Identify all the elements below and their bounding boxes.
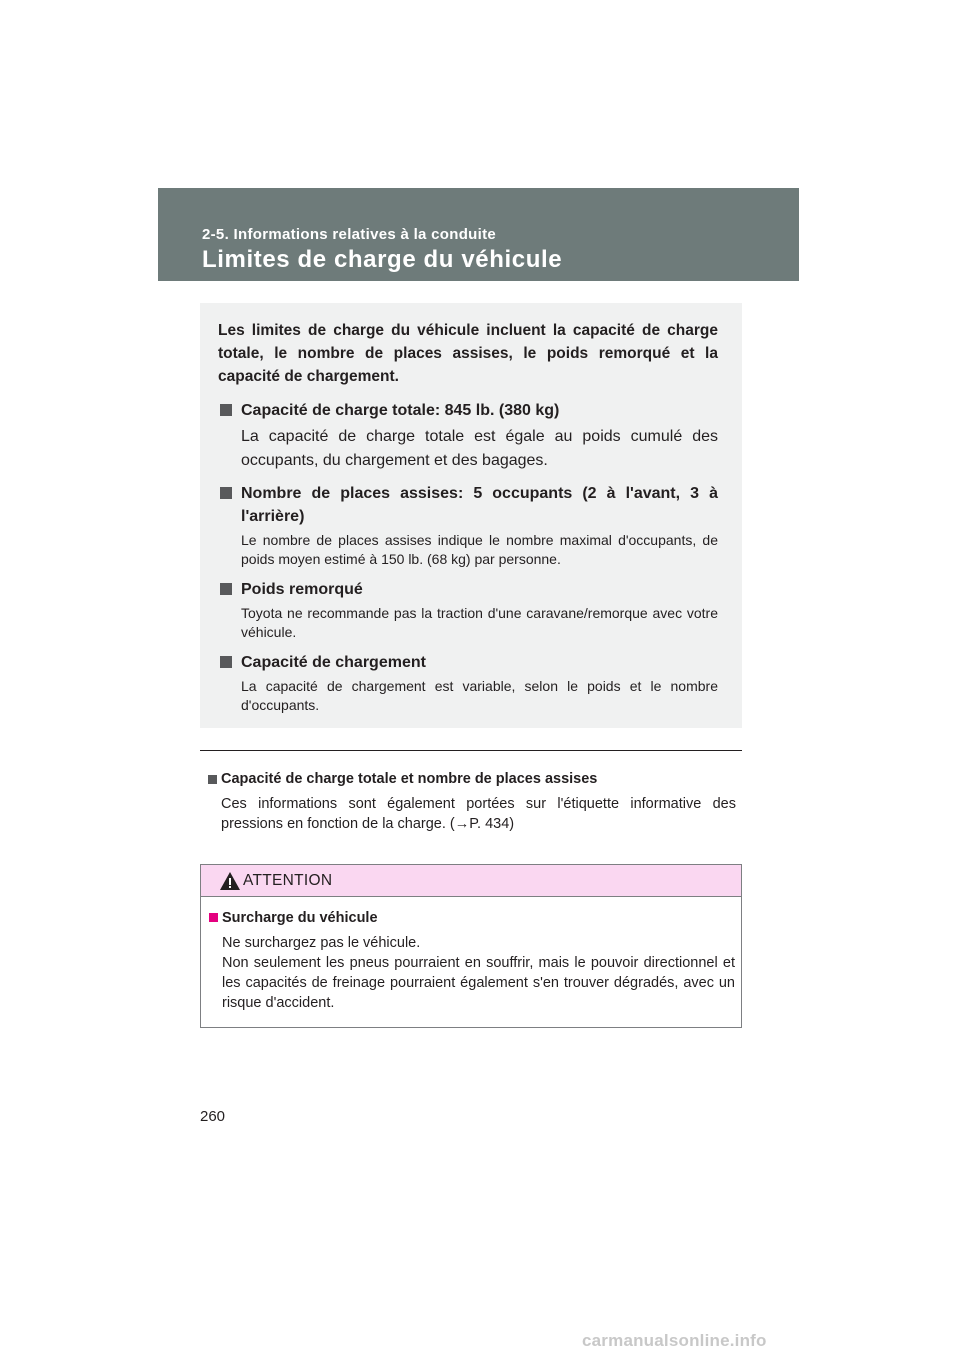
warning-title-bar [201, 865, 741, 897]
watermark: carmanualsonline.info [582, 1331, 767, 1350]
warning-body [222, 933, 735, 1013]
summary-item-cargo [218, 651, 718, 715]
warning-heading: Surcharge du véhicule [222, 910, 378, 926]
summary-intro: Les limites de charge du véhicule incluent la capacité de charge totale, le nombre de places assises, le poids remorqué et la capacité de chargement. [218, 322, 718, 385]
summary-item-heading: Capacité de chargement [241, 654, 426, 671]
summary-item-seating [218, 482, 718, 569]
note-heading: Capacité de charge totale et nombre de places assises [221, 771, 598, 787]
note-body: Ces informations sont également portées sur l'étiquette informative des pressions en fonction de la charge. (→P. 434) [221, 796, 736, 832]
square-bullet-icon [209, 913, 218, 922]
warning-title: ATTENTION [243, 871, 333, 889]
warning-triangle-icon [219, 871, 241, 891]
summary-item-heading: Nombre de places assises: 5 occupants (2 à l'avant, 3 à l'arrière) [241, 485, 718, 525]
summary-item-towing [218, 578, 718, 642]
section-divider [200, 750, 742, 751]
summary-item-body: La capacité de chargement est variable, selon le poids et le nombre d'occupants. [241, 678, 718, 713]
summary-item-body: Toyota ne recommande pas la traction d'une caravane/remorque avec votre véhicule. [241, 605, 718, 640]
summary-item-total-load [218, 399, 718, 473]
warning-box [200, 864, 742, 1028]
warning-line: Ne surchargez pas le véhicule. [222, 935, 421, 951]
summary-item-body: La capacité de charge totale est égale au poids cumulé des occupants, du chargement et des bagages. [241, 428, 718, 469]
summary-item-heading: Capacité de charge totale: 845 lb. (380 kg) [241, 402, 560, 419]
info-note [208, 770, 736, 834]
summary-box [200, 303, 742, 728]
section-header-banner [158, 188, 799, 281]
square-bullet-icon [220, 404, 232, 416]
warning-content [201, 897, 741, 1013]
warning-line: Non seulement les pneus pourraient en souffrir, mais le pouvoir directionnel et les capacités de freinage pourraient également s'en trouver dégradés, avec un risque d'accident. [222, 955, 735, 1011]
page-number: 260 [200, 1108, 226, 1125]
section-label: 2-5. Informations relatives à la conduite [202, 226, 497, 243]
square-bullet-icon [208, 775, 217, 784]
square-bullet-icon [220, 487, 232, 499]
page-title: Limites de charge du véhicule [202, 246, 563, 273]
square-bullet-icon [220, 656, 232, 668]
summary-item-body: Le nombre de places assises indique le nombre maximal d'occupants, de poids moyen estimé à 150 lb. (68 kg) par personne. [241, 532, 718, 567]
summary-item-heading: Poids remorqué [241, 581, 363, 598]
square-bullet-icon [220, 583, 232, 595]
